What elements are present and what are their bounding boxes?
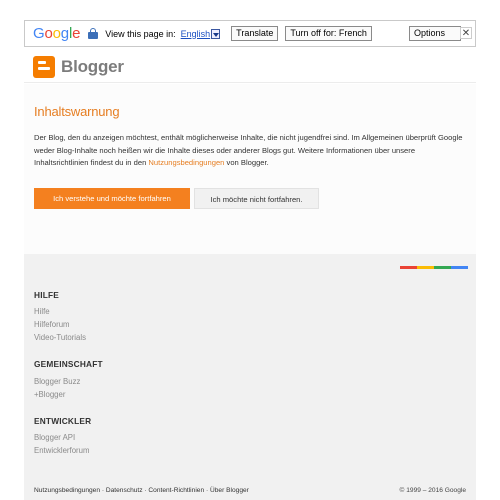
footer-bottom-links [34, 487, 249, 494]
warning-text-end: von Blogger. [224, 158, 269, 167]
page-title: Inhaltswarnung [34, 104, 120, 119]
cancel-button[interactable]: Ich möchte nicht fortfahren. [194, 188, 319, 209]
footer-link-video-tutorials[interactable]: Video-Tutorials [34, 333, 87, 342]
separator: · [142, 487, 149, 494]
footer-heading-entwickler: ENTWICKLER [34, 416, 92, 426]
footer-link-plus-blogger[interactable]: +Blogger [34, 390, 66, 399]
content-warning-panel [24, 84, 476, 254]
blogger-logo-icon[interactable] [33, 56, 55, 78]
footer-link-hilfe[interactable]: Hilfe [34, 307, 50, 316]
options-button[interactable]: Options [409, 26, 461, 41]
continue-button[interactable]: Ich verstehe und möchte fortfahren [34, 188, 190, 209]
google-logo-letter: o [44, 25, 53, 42]
view-page-in-label: View this page in: [105, 28, 176, 39]
color-stripe-segment [434, 266, 451, 269]
lock-icon [88, 28, 98, 39]
translate-bar [24, 20, 476, 47]
google-logo-letter: g [60, 25, 69, 42]
blogger-brand[interactable]: Blogger [61, 56, 124, 76]
footer-link-blogger-buzz[interactable]: Blogger Buzz [34, 377, 81, 386]
color-stripe-segment [417, 266, 434, 269]
google-logo-letter: l [68, 25, 73, 42]
google-logo-letter: e [72, 25, 81, 42]
language-select[interactable]: English [180, 28, 211, 39]
google-logo-letter: o [52, 25, 61, 42]
warning-text [34, 132, 470, 170]
footer-heading-hilfe: HILFE [34, 290, 59, 300]
separator: · [100, 487, 106, 494]
separator: · [204, 487, 210, 494]
blogger-header [24, 51, 476, 83]
footer-link-content-richtlinien[interactable]: Content-Richtlinien [148, 487, 205, 494]
footer-heading-gemeinschaft: GEMEINSCHAFT [34, 359, 103, 369]
terms-link[interactable]: Nutzungsbedingungen [148, 158, 225, 167]
chevron-down-icon[interactable] [211, 29, 220, 39]
footer [24, 254, 476, 500]
color-stripe-segment [400, 266, 417, 269]
google-color-stripe [400, 266, 468, 269]
footer-link-ueber-blogger[interactable]: Über Blogger [210, 487, 249, 494]
footer-link-entwicklerforum[interactable]: Entwicklerforum [34, 446, 90, 455]
warning-text-body: Der Blog, den du anzeigen möchtest, enthält möglicherweise Inhalte, die nicht jugendfrei sind. Im Allgemeinen überprüft Google weder Blog-Inhalte noch heißen wir die Inhalte dieses oder anderer Blogs gut. Weitere Informationen über unsere Inhaltsrichtlinien findest du in den [34, 133, 463, 167]
footer-link-hilfeforum[interactable]: Hilfeforum [34, 320, 70, 329]
google-logo [33, 25, 80, 42]
translate-button[interactable]: Translate [231, 26, 278, 41]
turn-off-button[interactable]: Turn off for: French [285, 26, 372, 41]
close-icon[interactable]: ✕ [461, 28, 471, 39]
color-stripe-segment [451, 266, 468, 269]
google-logo-letter: G [33, 25, 45, 42]
footer-link-nutzungsbedingungen[interactable]: Nutzungsbedingungen [34, 487, 100, 494]
copyright: © 1999 – 2016 Google [399, 487, 466, 494]
footer-link-blogger-api[interactable]: Blogger API [34, 433, 76, 442]
footer-link-datenschutz[interactable]: Datenschutz [105, 487, 143, 494]
